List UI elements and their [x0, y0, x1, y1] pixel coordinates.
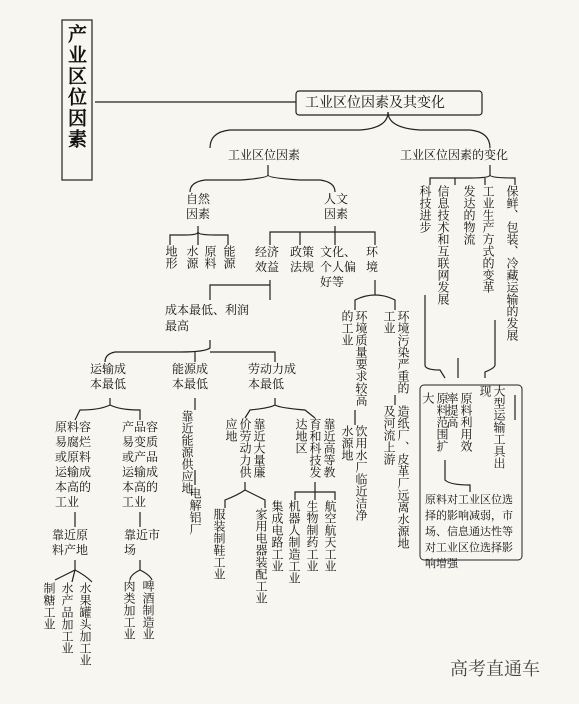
bio-pharma-industry: 生物制药工业 [305, 500, 319, 572]
natural-item-raw: 原料 [203, 245, 217, 269]
result-summary: 原料对工业区位选择的影响减弱，市场、信息通达性等对工业区位选择影响增强 [425, 493, 513, 570]
edu-tech-region: 靠近高等教育和科技发达地区 [294, 418, 336, 478]
natural-item-water: 水源 [185, 245, 199, 269]
cheap-labor: 靠近大量廉价劳动力供应地 [224, 418, 266, 478]
watermark: 高考直通车 [450, 659, 540, 680]
near-raw-material: 靠近原料产地 [52, 528, 89, 557]
branch-left-label: 工业区位因素 [228, 148, 301, 162]
env-pollution-industry: 环境污染严重的工业 [382, 310, 410, 394]
human-item-culture: 文化、个人偏好等 [320, 245, 357, 289]
human-item-environment: 环境 [366, 245, 379, 274]
near-energy: 靠近能源供应地 [180, 410, 194, 494]
human-item-economic: 经济效益 [255, 245, 280, 274]
result-raw-efficiency: 原料利用效率提高 [445, 392, 473, 452]
natural-item-terrain: 地形 [164, 245, 178, 269]
near-market: 靠近市场 [124, 528, 161, 557]
labor-cost: 劳动力成本最低 [248, 362, 297, 391]
human-header: 人文因素 [323, 192, 348, 221]
change-logistics: 发达的物流 [462, 185, 476, 245]
page-title: 产业区位因素 [65, 24, 87, 150]
raw-perishable-industry: 原料容易腐烂或原料运输成本高的工业 [55, 420, 92, 509]
beer-industry: 啤酒制造业 [141, 580, 155, 640]
env-quality-industry: 环境质量要求较高的工业 [340, 310, 368, 406]
change-production-mode: 工业生产方式的变革 [481, 185, 495, 293]
human-item-policy: 政策法规 [290, 245, 315, 274]
aerospace-industry: 航空航天工业 [323, 500, 337, 572]
natural-header: 自然因素 [185, 192, 210, 221]
appliance-industry: 家用电器装配工业 [254, 508, 268, 604]
sugar-industry: 制糖工业 [42, 582, 56, 630]
meat-industry: 肉类加工业 [122, 580, 136, 640]
result-raw-range: 原料范围扩大 [421, 392, 449, 452]
branch-right-label: 工业区位因素的变化 [400, 148, 509, 162]
paper-leather-plant: 造纸厂、皮革厂远离水源地及河流上游 [382, 405, 410, 549]
banner-title: 工业区位因素及其变化 [305, 95, 445, 111]
aquatic-industry: 水产品加工业 [60, 582, 74, 654]
ic-industry: 集成电路工业 [270, 500, 284, 572]
transport-cost: 运输成本最低 [90, 362, 127, 391]
robot-industry: 机器人制造工业 [287, 500, 301, 584]
natural-item-energy: 能源 [222, 245, 236, 269]
energy-cost: 能源成本最低 [172, 362, 209, 391]
cost-text: 成本最低、利润最高 [165, 303, 250, 333]
product-perishable-industry: 产品容易变质或产品运输成本高的工业 [122, 420, 159, 509]
result-transport: 大型运输工具出现 [478, 385, 506, 469]
aluminum-plant: 电解铝厂 [188, 487, 202, 535]
change-tech-progress: 科技进步 [418, 185, 432, 233]
change-internet: 信息技术和互联网发展 [436, 185, 450, 305]
apparel-industry: 服装制鞋工业 [212, 508, 226, 580]
beverage-water-plant: 饮用水厂临近洁净水源地 [340, 425, 368, 521]
change-preservation: 保鲜、包装、冷藏运输的发展 [505, 185, 519, 341]
canned-fruit-industry: 水果罐头加工业 [78, 582, 92, 666]
